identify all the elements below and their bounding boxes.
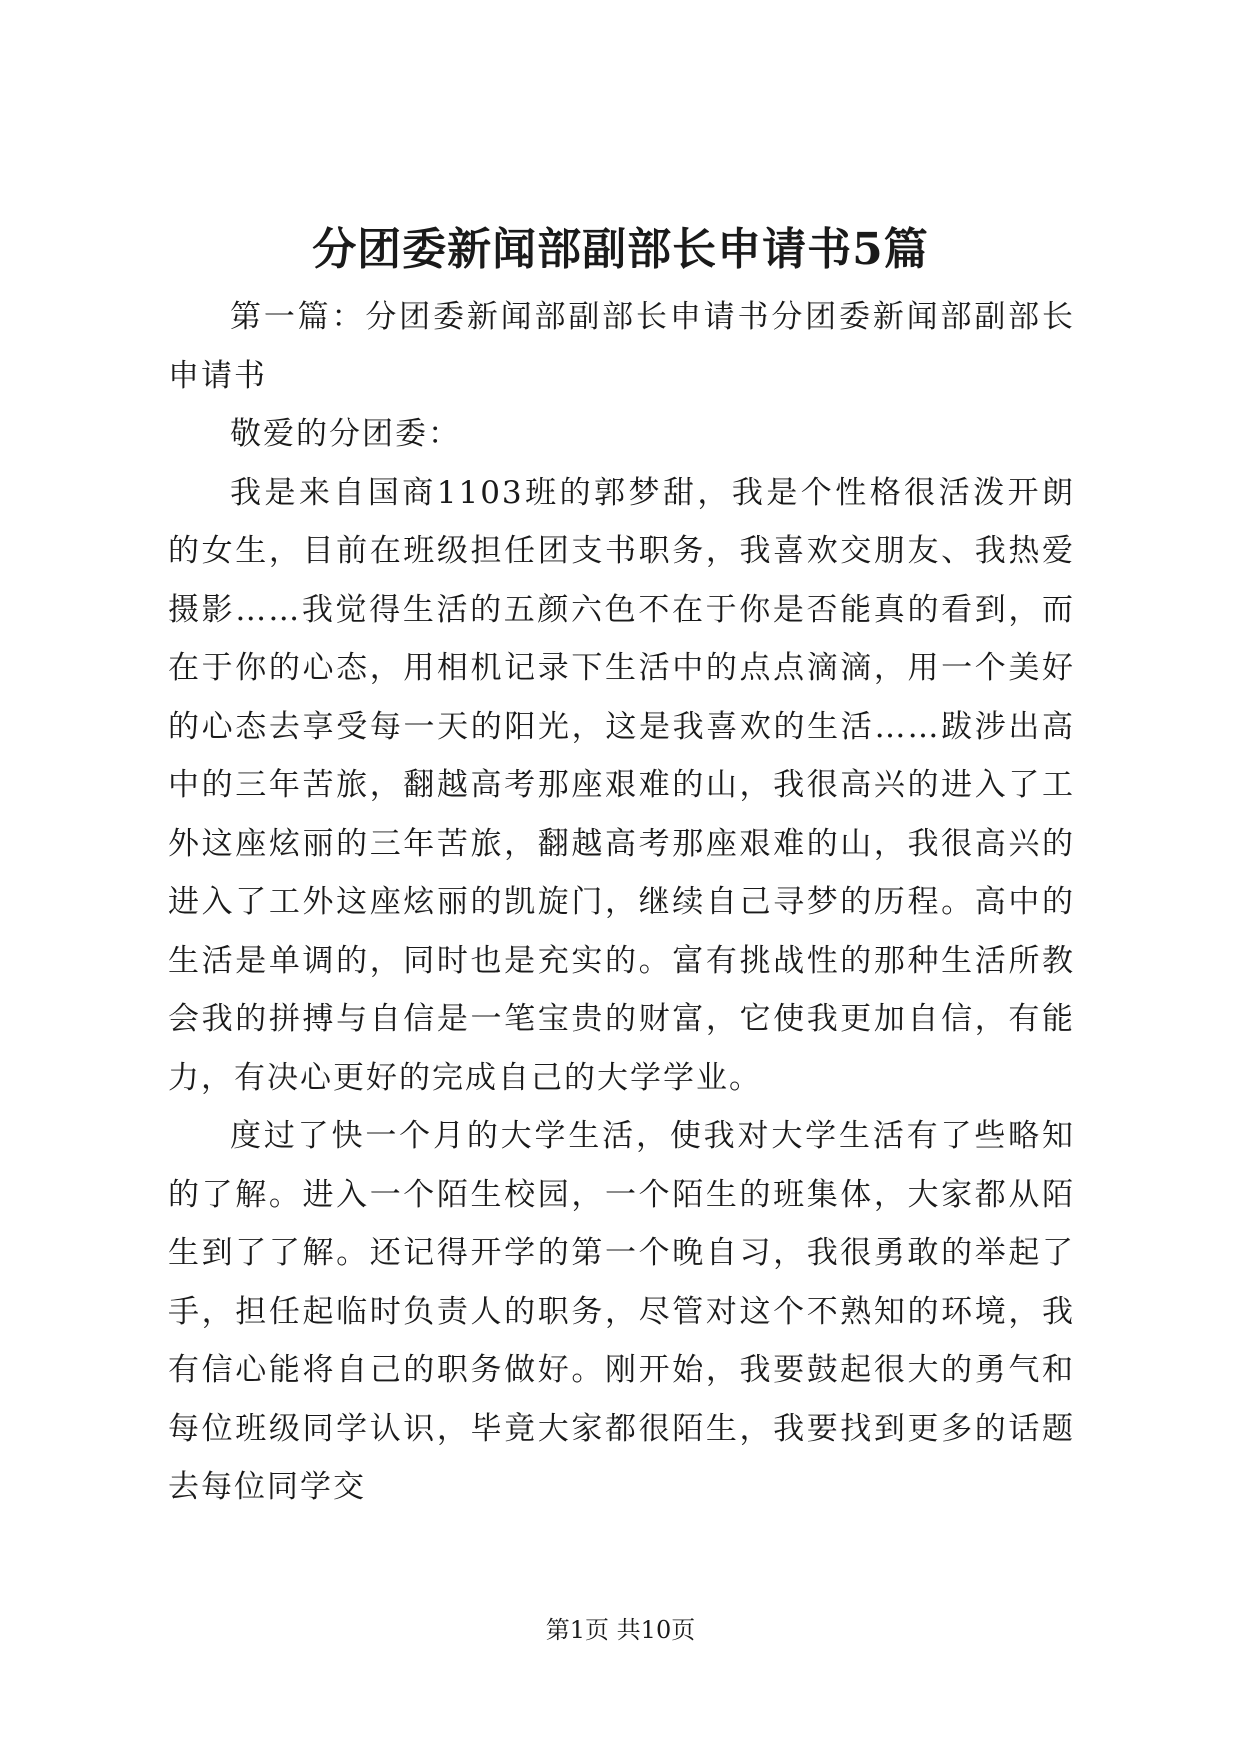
- document-body: [168, 288, 1075, 1517]
- paragraph-heading: 第一篇：分团委新闻部副部长申请书分团委新闻部副部长申请书: [168, 299, 1075, 394]
- paragraph-introduction: 我是来自国商1103班的郭梦甜，我是个性格很活泼开朗的女生，目前在班级担任团支书职务，我喜欢交朋友、我热爱摄影……我觉得生活的五颜六色不在于你是否能真的看到，而在于你的心态，用相机记录下生活中的点点滴滴，用一个美好的心态去享受每一天的阳光，这是我喜欢的生活……跋涉出高中的三年苦旅，翻越高考那座艰难的山，我很高兴的进入了工外这座炫丽的三年苦旅，翻越高考那座艰难的山，我很高兴的进入了工外这座炫丽的凯旋门，继续自己寻梦的历程。高中的生活是单调的，同时也是充实的。富有挑战性的那种生活所教会我的拼搏与自信是一笔宝贵的财富，它使我更加自信，有能力，有决心更好的完成自己的大学学业。: [168, 474, 1075, 1096]
- page-number-footer: 第1页 共10页: [545, 1616, 696, 1644]
- paragraph-university-life: 度过了快一个月的大学生活，使我对大学生活有了些略知的了解。进入一个陌生校园，一个陌生的班集体，大家都从陌生到了了解。还记得开学的第一个晚自习，我很勇敢的举起了手，担任起临时负责人的职务，尽管对这个不熟知的环境，我有信心能将自己的职务做好。刚开始，我要鼓起很大的勇气和每位班级同学认识，毕竟大家都很陌生，我要找到更多的话题去每位同学交: [168, 1118, 1075, 1505]
- paragraph-salutation: 敬爱的分团委：: [230, 416, 461, 452]
- document-title: 分团委新闻部副部长申请书5篇: [312, 224, 929, 275]
